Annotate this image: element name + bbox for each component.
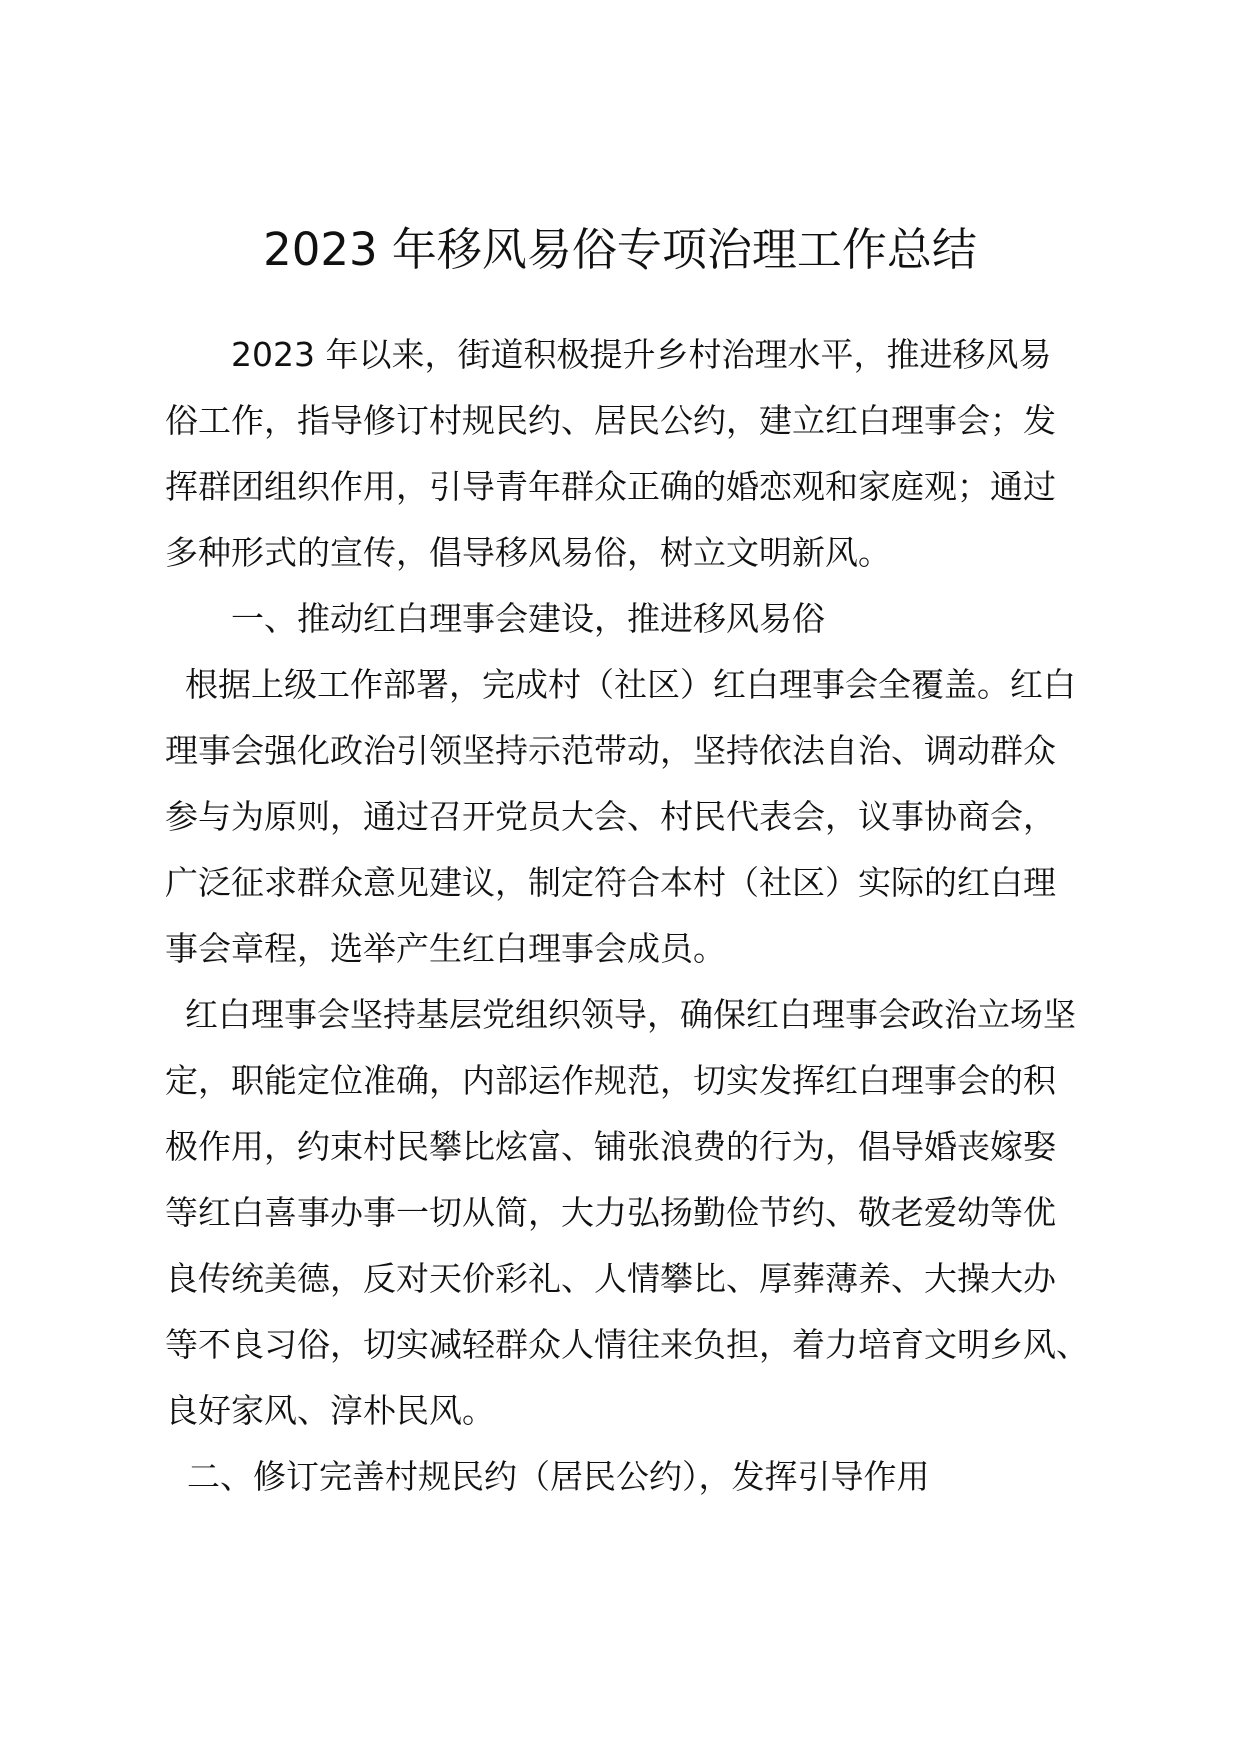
text-line: 良传统美德，反对天价彩礼、人情攀比、厚葬薄养、大操大办 (165, 1259, 1056, 1298)
text-line: 等不良习俗，切实减轻群众人情往来负担，着力培育文明乡风、 (165, 1325, 1089, 1364)
text-line: 红白理事会坚持基层党组织领导，确保红白理事会政治立场坚 (185, 995, 1076, 1034)
paragraph-section1-a (165, 652, 1095, 982)
text-line: 事会章程，选举产生红白理事会成员。 (165, 929, 726, 968)
document-title: 2023 年移风易俗专项治理工作总结 (263, 223, 977, 276)
paragraph-section1-b (165, 982, 1095, 1444)
heading-text: 二、修订完善村规民约（居民公约），发挥引导作用 (187, 1457, 930, 1496)
text-line: 良好家风、淳朴民风。 (165, 1391, 495, 1430)
section-heading-1 (165, 586, 1095, 652)
text-line: 等红白喜事办事一切从简，大力弘扬勤俭节约、敬老爱幼等优 (165, 1193, 1056, 1232)
text-line: 多种形式的宣传，倡导移风易俗，树立文明新风。 (165, 533, 891, 572)
text-line: 参与为原则，通过召开党员大会、村民代表会，议事协商会， (165, 797, 1056, 836)
paragraph-intro (165, 322, 1095, 586)
text-line: 俗工作，指导修订村规民约、居民公约，建立红白理事会；发 (165, 401, 1056, 440)
text-line: 极作用，约束村民攀比炫富、铺张浪费的行为，倡导婚丧嫁娶 (165, 1127, 1056, 1166)
text-line: 挥群团组织作用，引导青年群众正确的婚恋观和家庭观；通过 (165, 467, 1056, 506)
text-line: 2023 年以来，街道积极提升乡村治理水平，推进移风易 (231, 335, 1052, 374)
text-line: 广泛征求群众意见建议，制定符合本村（社区）实际的红白理 (165, 863, 1056, 902)
text-line: 定，职能定位准确，内部运作规范，切实发挥红白理事会的积 (165, 1061, 1056, 1100)
text-line: 理事会强化政治引领坚持示范带动，坚持依法自治、调动群众 (165, 731, 1056, 770)
section-heading-2 (165, 1444, 1095, 1510)
text-line: 根据上级工作部署，完成村（社区）红白理事会全覆盖。红白 (185, 665, 1076, 704)
heading-text: 一、推动红白理事会建设，推进移风易俗 (231, 599, 825, 638)
